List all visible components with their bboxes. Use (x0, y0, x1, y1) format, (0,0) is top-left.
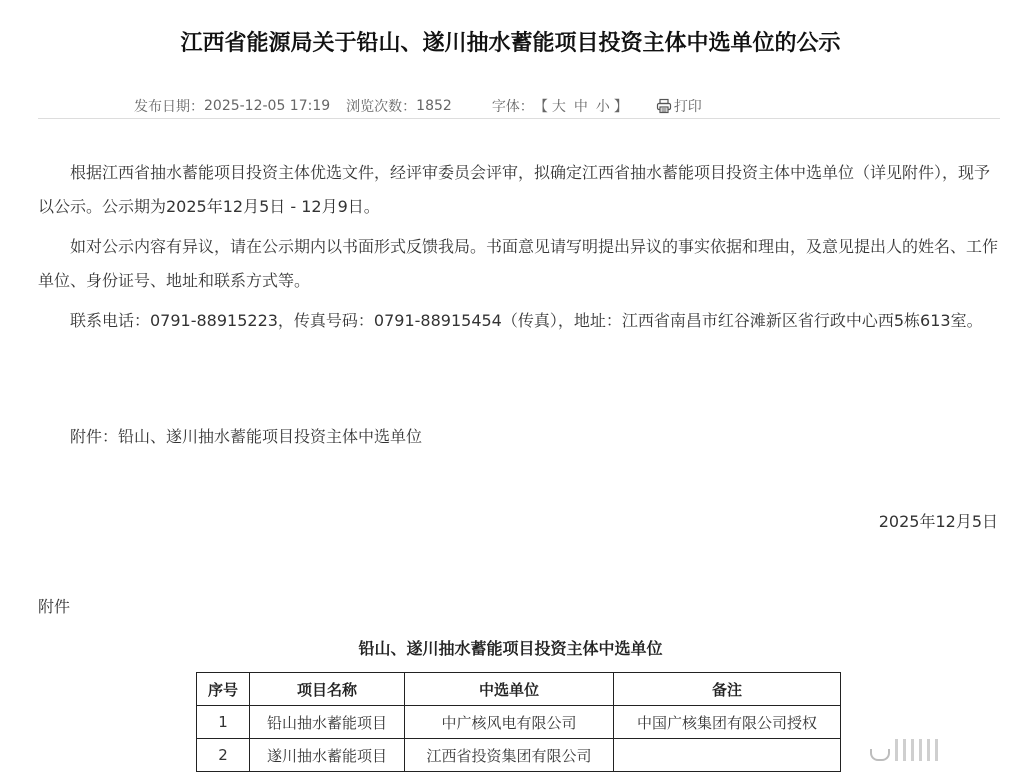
watermark-bar (903, 739, 906, 761)
cell-project-name: 铅山抽水蓄能项目 (250, 706, 405, 739)
watermark-bar (911, 739, 914, 761)
attachment-reference: 附件：铅山、遂川抽水蓄能项目投资主体中选单位 (70, 427, 423, 446)
attachment-label: 附件 (38, 597, 71, 616)
cell-selected-unit: 中广核风电有限公司 (405, 706, 614, 739)
cell-remarks (614, 739, 841, 772)
view-count-value: 1852 (416, 98, 452, 114)
cell-remarks: 中国广核集团有限公司授权 (614, 706, 841, 739)
cell-project-name: 遂川抽水蓄能项目 (250, 739, 405, 772)
table-row (197, 739, 841, 772)
header-index: 序号 (197, 673, 250, 706)
font-size-small-link[interactable]: 小 (595, 99, 610, 115)
cell-index: 1 (197, 706, 250, 739)
cell-selected-unit: 江西省投资集团有限公司 (405, 739, 614, 772)
watermark-logo (870, 735, 1000, 761)
selection-result-table (196, 672, 841, 772)
bracket-close: 】 (613, 99, 628, 115)
header-remarks: 备注 (614, 673, 841, 706)
publish-date-label: 发布日期： (134, 99, 204, 115)
paragraph-objection: 如对公示内容有异议，请在公示期内以书面形式反馈我局。书面意见请写明提出异议的事实依据和理由，及意见提出人的姓名、工作单位、身份证号、地址和联系方式等。 (38, 237, 999, 290)
watermark-glyph (870, 749, 890, 761)
article-meta (134, 96, 702, 116)
print-button[interactable] (656, 96, 702, 116)
table-title: 铅山、遂川抽水蓄能项目投资主体中选单位 (358, 639, 663, 658)
watermark-bar (919, 739, 922, 761)
watermark-bar (927, 739, 930, 761)
header-selected-unit: 中选单位 (405, 673, 614, 706)
print-label: 打印 (673, 99, 702, 115)
signature-date: 2025年12月5日 (878, 512, 998, 531)
cell-index: 2 (197, 739, 250, 772)
paragraph-contact: 联系电话：0791-88915223，传真号码：0791-88915454（传真），地址：江西省南昌市红谷滩新区省行政中心西5栋613室。 (70, 311, 983, 330)
watermark-bar (895, 739, 898, 761)
font-size-label: 字体： (491, 99, 534, 115)
header-divider (38, 118, 1000, 119)
watermark-bar (935, 739, 938, 761)
table-row (197, 706, 841, 739)
article-body (38, 156, 1000, 344)
font-size-large-link[interactable]: 大 (551, 99, 566, 115)
font-size-medium-link[interactable]: 中 (573, 99, 588, 115)
publish-date-value: 2025-12-05 17:19 (204, 98, 331, 114)
view-count-label: 浏览次数： (346, 99, 417, 115)
header-project-name: 项目名称 (250, 673, 405, 706)
printer-icon (656, 98, 672, 114)
table-header-row (197, 673, 841, 706)
paragraph-announcement: 根据江西省抽水蓄能项目投资主体优选文件，经评审委员会评审，拟确定江西省抽水蓄能项目投资主体中选单位（详见附件），现予以公示。公示期为2025年12月5日 - 12月9日。 (38, 163, 991, 216)
bracket-open: 【 (533, 99, 548, 115)
page-title: 江西省能源局关于铅山、遂川抽水蓄能项目投资主体中选单位的公示 (180, 31, 841, 56)
